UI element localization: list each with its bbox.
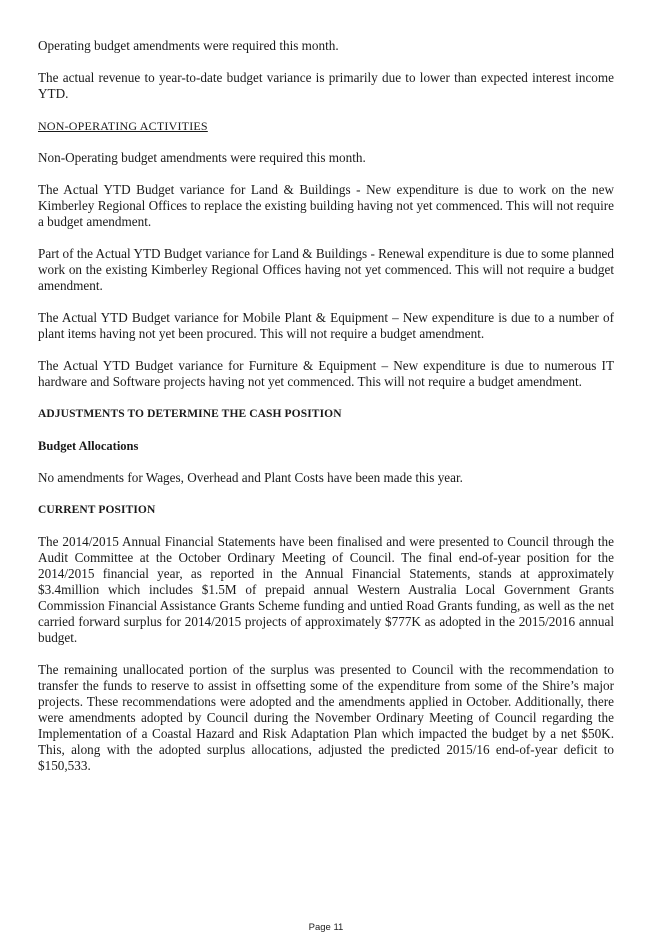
document-page (38, 38, 614, 790)
adjustments-heading: ADJUSTMENTS TO DETERMINE THE CASH POSITION (38, 408, 342, 420)
budget-allocations-heading: Budget Allocations (38, 439, 139, 453)
mobile-plant-paragraph: The Actual YTD Budget variance for Mobile Plant & Equipment – New expenditure is due to a number of plant items having not yet been procured. This will not require a budget amendment. (38, 310, 614, 341)
annual-statements-paragraph: The 2014/2015 Annual Financial Statements have been finalised and were presented to Council through the Audit Committee at the October Ordinary Meeting of Council. The final end-of-year position for the 2014/2015 financial year, as reported in the Annual Financial Statements, stands at approximately $3.4million which includes $1.5M of prepaid annual Western Australia Local Government Grants Commission Financial Assistance Grants Scheme funding and untied Road Grants funding, as well as the net carried forward surplus for 2014/2015 projects of approximately $777K as adopted in the 2015/2016 annual budget. (38, 534, 614, 645)
land-buildings-new-paragraph: The Actual YTD Budget variance for Land & Buildings - New expenditure is due to work on the new Kimberley Regional Offices to replace the existing building having not yet commenced. This will not require a budget amendment. (38, 182, 614, 229)
page-number: Page 11 (308, 922, 344, 933)
current-position-heading: CURRENT POSITION (38, 504, 156, 516)
operating-amendments-paragraph: Operating budget amendments were required this month. (38, 38, 339, 53)
non-operating-amendments-paragraph: Non-Operating budget amendments were required this month. (38, 150, 366, 165)
non-operating-heading: NON-OPERATING ACTIVITIES (38, 119, 208, 133)
revenue-variance-paragraph: The actual revenue to year-to-date budget variance is primarily due to lower than expected interest income YTD. (38, 70, 614, 101)
surplus-allocation-paragraph: The remaining unallocated portion of the surplus was presented to Council with the recommendation to transfer the funds to reserve to assist in offsetting some of the expenditure from some of the Shire’s major projects. These recommendations were adopted and the amendments applied in October. Additionally, there were amendments adopted by Council during the November Ordinary Meeting of Council regarding the Implementation of a Coastal Hazard and Risk Adaptation Plan which impacted the budget by a net $50K. This, along with the adopted surplus allocations, adjusted the predicted 2015/16 end-of-year deficit to $150,533. (38, 662, 614, 773)
land-buildings-renewal-paragraph: Part of the Actual YTD Budget variance for Land & Buildings - Renewal expenditure is due to some planned work on the existing Kimberley Regional Offices having not yet commenced. This will not require a budget amendment. (38, 246, 614, 293)
wages-overhead-paragraph: No amendments for Wages, Overhead and Plant Costs have been made this year. (38, 470, 463, 485)
furniture-equipment-paragraph: The Actual YTD Budget variance for Furniture & Equipment – New expenditure is due to numerous IT hardware and Software projects having not yet commenced. This will not require a budget amendment. (38, 358, 614, 389)
